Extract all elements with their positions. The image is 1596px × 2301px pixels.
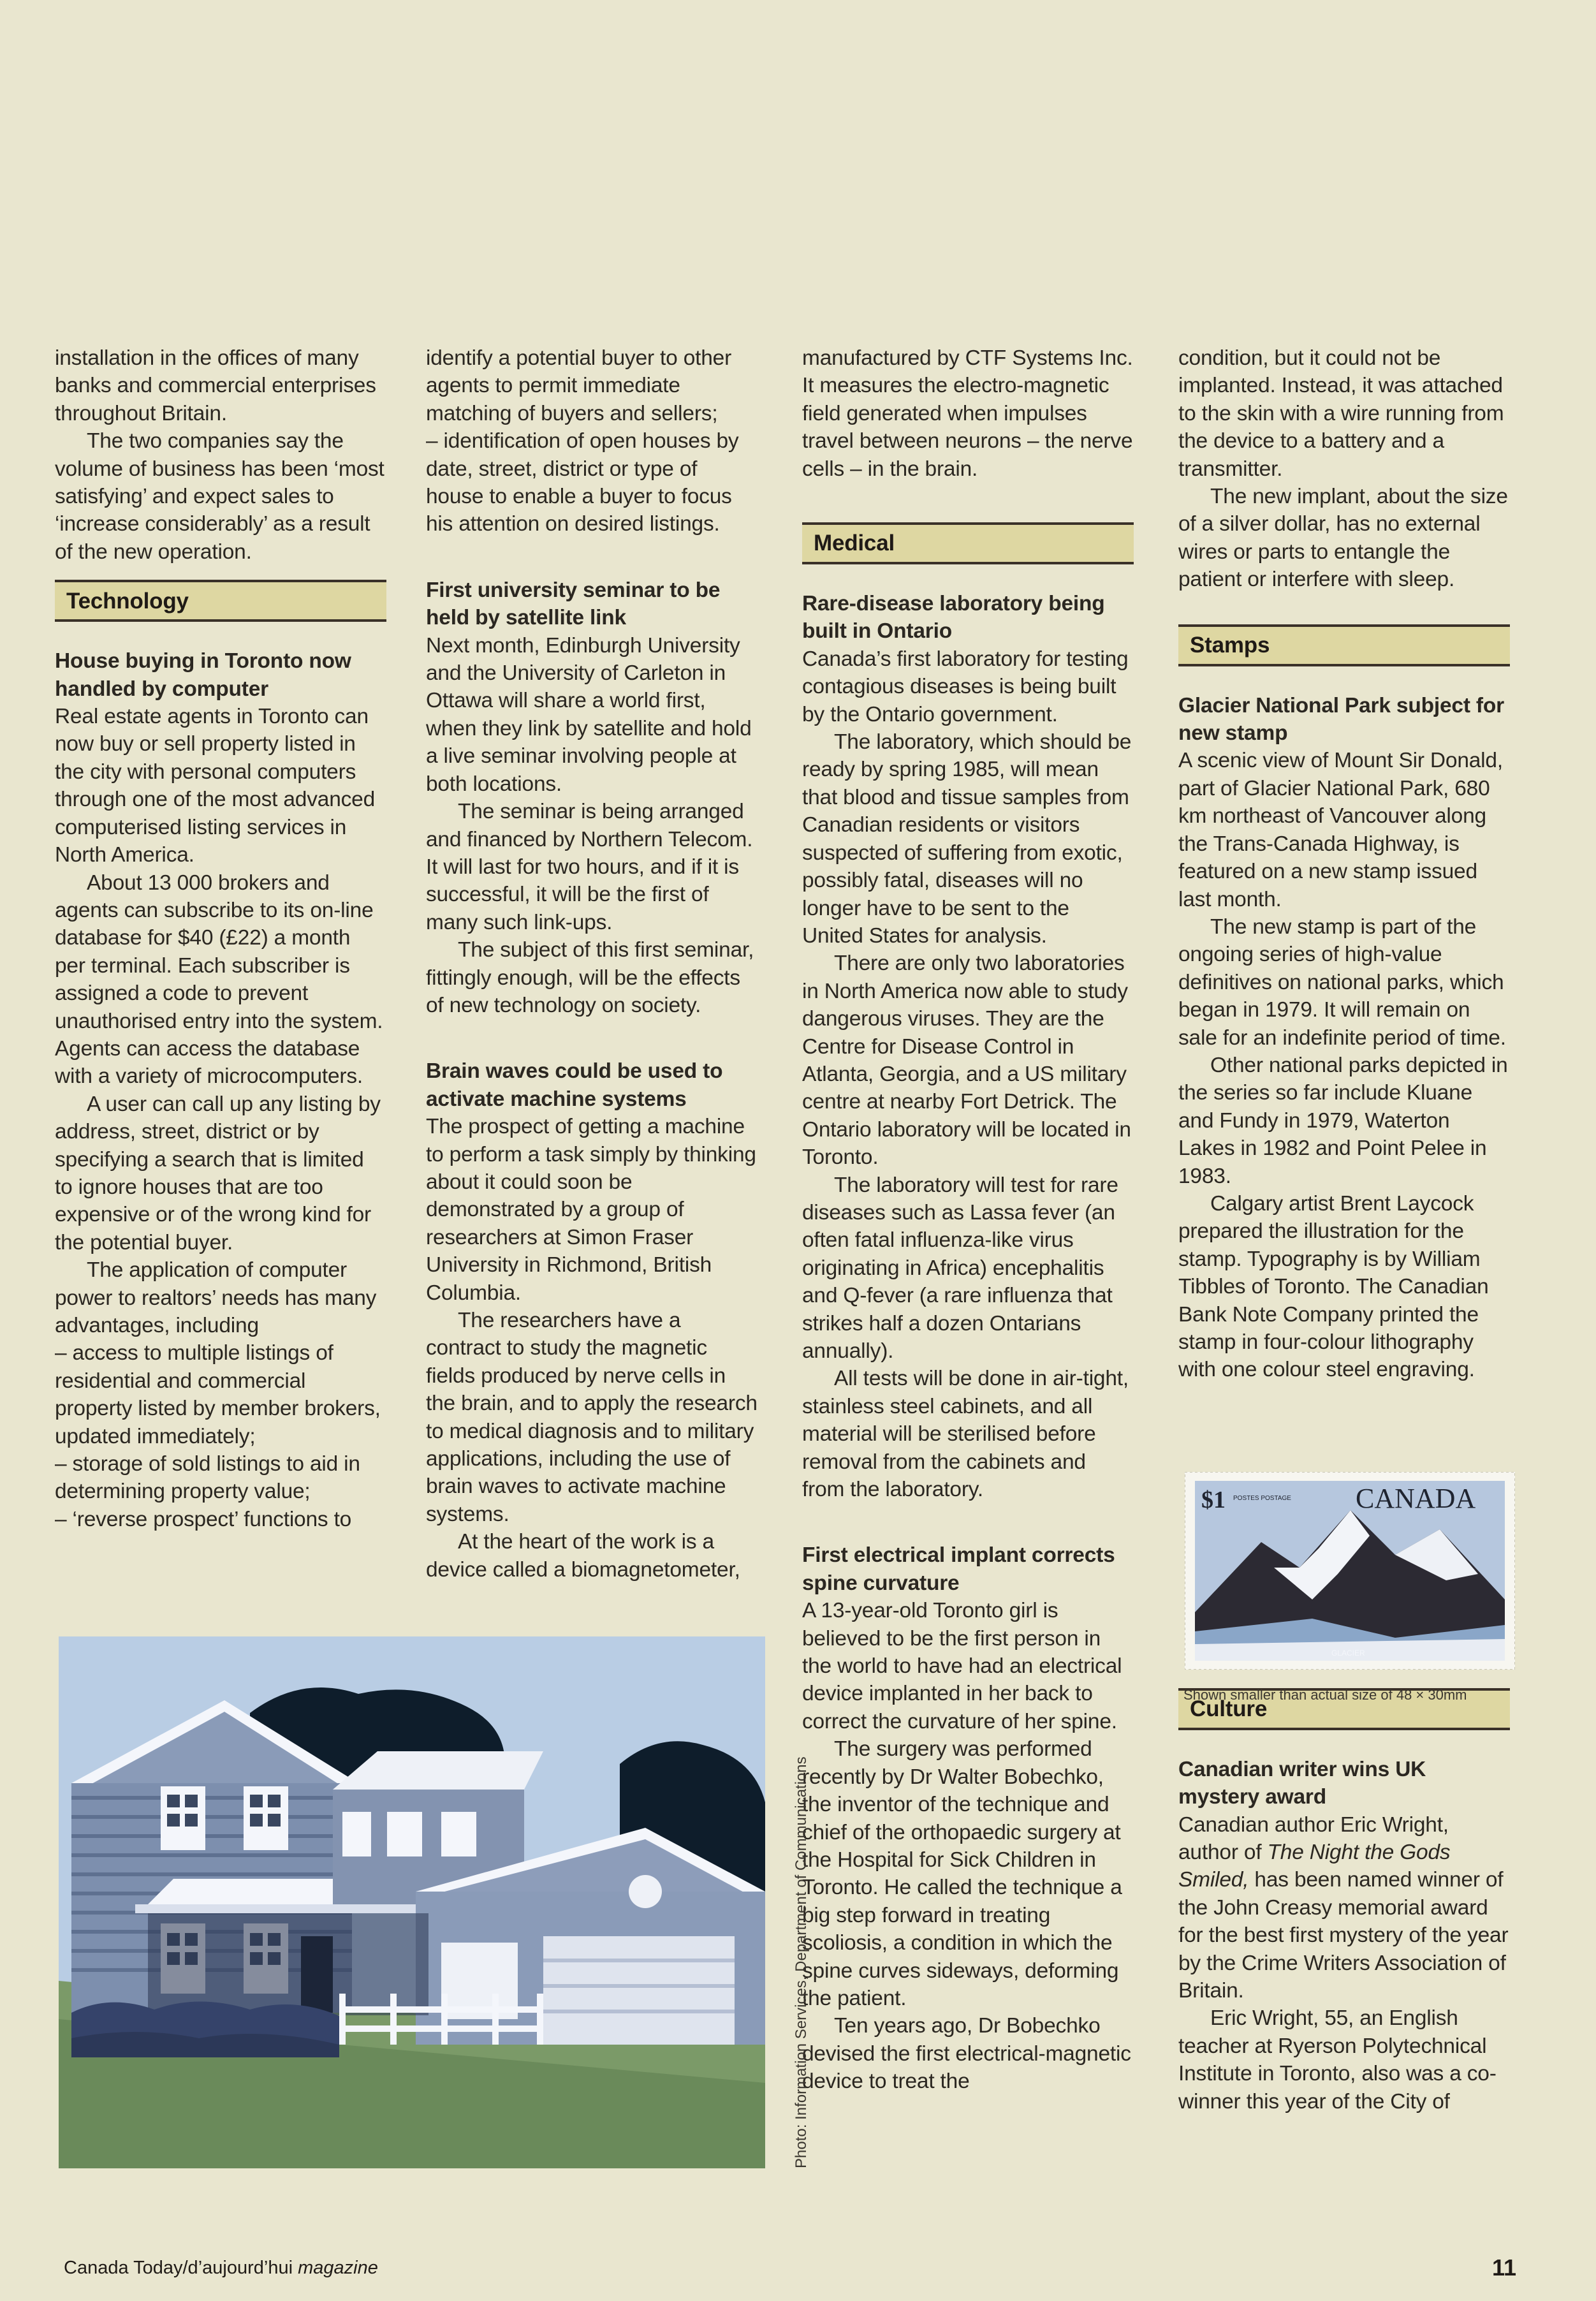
column-2 — [426, 344, 758, 1584]
section-label: Culture — [1190, 1696, 1268, 1722]
paragraph: Ten years ago, Dr Bobechko devised the first electrical-magnetic device to treat the — [802, 2014, 1131, 2094]
article-headline: Brain waves could be used to activate machine systems — [426, 1059, 723, 1111]
stamp-denomination: $1 — [1201, 1487, 1226, 1513]
section-header-stamps — [1178, 624, 1510, 666]
list-item: – storage of sold listings to aid in determining property value; — [55, 1452, 360, 1504]
paragraph: About 13 000 brokers and agents can subscribe to its on-line database for $40 (£22) a month per terminal. Each subscriber is assigned a code to prevent unauthorised entry into the system. Agents can access the database with a variety of microcomputers. — [55, 871, 383, 1089]
section-header-medical — [802, 522, 1134, 564]
stamp-caption: Shown smaller than actual size of 48 × 30mm — [1183, 1687, 1467, 1703]
glacier-park-stamp-image — [1185, 1472, 1515, 1670]
paragraph: The laboratory, which should be ready by spring 1985, will mean that blood and tissue samples from Canadian residents or visitors suspected of suffering from exotic, possibly fatal, diseases will no longer have to be sent to the United States for analysis. — [802, 730, 1132, 948]
paragraph: The application of computer power to realtors’ needs has many advantages, including — [55, 1258, 377, 1337]
column-3 — [802, 344, 1134, 2096]
paragraph: The prospect of getting a machine to perform a task simply by thinking about it could soon be demonstrated by a group of researchers at Simon Fraser University in Richmond, British Columbia. — [426, 1115, 756, 1305]
paragraph: identify a potential buyer to other agents to permit immediate matching of buyers and sellers; — [426, 346, 732, 425]
paragraph: manufactured by CTF Systems Inc. It measures the electro-magnetic field generated when impulses travel between neurons – the nerve cells – in the brain. — [802, 346, 1133, 481]
photo-credit: Photo: Information Services, Department of Communications — [793, 1756, 810, 2168]
paragraph: At the heart of the work is a device called a biomagnetometer, — [426, 1530, 740, 1582]
page-number: 11 — [1492, 2254, 1517, 2281]
stamp-postage-label: POSTES POSTAGE — [1233, 1495, 1291, 1502]
computer-graphic-house-image — [59, 1636, 765, 2168]
article-headline: Canadian writer wins UK mystery award — [1178, 1757, 1426, 1809]
paragraph: All tests will be done in air-tight, stainless steel cabinets, and all material will be sterilised before removal from the cabinets and from the laboratory. — [802, 1367, 1129, 1502]
book-title: The Night the Gods Smiled, — [1178, 1841, 1451, 1892]
paragraph: A 13-year-old Toronto girl is believed to be the first person in the world to have had an electrical device implanted in her back to correct the curvature of her spine. — [802, 1599, 1122, 1733]
article-headline: House buying in Toronto now handled by computer — [55, 649, 351, 701]
column-1 — [55, 344, 386, 1533]
paragraph: The new stamp is part of the ongoing series of high-value definitives on national parks, which began in 1979. It will remain on sale for an indefinite period of time. — [1178, 915, 1506, 1050]
article-headline: Glacier National Park subject for new stamp — [1178, 693, 1504, 746]
paragraph: Canadian author Eric Wright, author of The Night the Gods Smiled, has been named winner of the John Creasy memorial award for the best first mystery of the year by the Crime Writers Association of Britain. — [1178, 1812, 1509, 2003]
section-label: Medical — [814, 531, 895, 556]
list-item: – ‘reverse prospect’ functions to — [55, 1507, 352, 1531]
section-header-technology — [55, 580, 386, 622]
paragraph: Eric Wright, 55, an English teacher at Ryerson Polytechnical Institute in Toronto, also was a co-winner this year of the City of — [1178, 2006, 1497, 2114]
paragraph: The seminar is being arranged and financed by Northern Telecom. It will last for two hours, and if it is successful, it will be the first of many such link-ups. — [426, 800, 753, 934]
paragraph: A user can call up any listing by address, street, district or by specifying a search that is limited to ignore houses that are too expensive or of the wrong kind for the potential buyer. — [55, 1092, 381, 1254]
section-label: Technology — [66, 588, 189, 614]
article-headline: First electrical implant corrects spine curvature — [802, 1543, 1115, 1595]
paragraph: Real estate agents in Toronto can now buy or sell property listed in the city with personal computers through one of the most advanced computerised listing services in North America. — [55, 705, 376, 867]
section-label: Stamps — [1190, 632, 1270, 658]
paragraph: The new implant, about the size of a silver dollar, has no external wires or parts to entangle the patient or interfere with sleep. — [1178, 485, 1508, 592]
paragraph: Canada’s first laboratory for testing contagious diseases is being built by the Ontario government. — [802, 647, 1129, 726]
list-item: – access to multiple listings of residential and commercial property listed by member brokers, updated immediately; — [55, 1341, 381, 1448]
paragraph: A scenic view of Mount Sir Donald, part of Glacier National Park, 680 km northeast of Vancouver along the Trans-Canada Highway, is featured on a new stamp issued last month. — [1178, 749, 1503, 911]
paragraph: The laboratory will test for rare diseases such as Lassa fever (an often fatal influenza-like virus originating in Africa) encephalitis and Q-fever (a rare influenza that strikes half a dozen Ontarians annually). — [802, 1173, 1118, 1363]
stamp-country: CANADA — [1356, 1483, 1476, 1514]
magazine-footer: Canada Today/d’aujourd’hui magazine — [64, 2258, 378, 2278]
paragraph: Next month, Edinburgh University and the University of Carleton in Ottawa will share a world first, when they link by satellite and hold a live seminar involving people at both locations. — [426, 633, 752, 796]
paragraph: The subject of this first seminar, fittingly enough, will be the effects of new technology on society. — [426, 938, 754, 1017]
paragraph: The surgery was performed recently by Dr Walter Bobechko, the inventor of the technique and chief of the orthopaedic surgery at the Hospital for Sick Children in Toronto. He called the technique a big step forward in treating scoliosis, a condition in which the spine curves sideways, deforming the patient. — [802, 1737, 1122, 2010]
paragraph: The two companies say the volume of business has been ‘most satisfying’ and expect sales to ‘increase considerably’ as a result of the new operation. — [55, 429, 384, 564]
paragraph: The researchers have a contract to study the magnetic fields produced by nerve cells in the brain, and to apply the research to medical diagnosis and to military applications, including the use of brain waves to activate machine systems. — [426, 1309, 758, 1526]
paragraph: condition, but it could not be implanted. Instead, it was attached to the skin with a wire running from the device to a battery and a transmitter. — [1178, 346, 1504, 481]
article-headline: First university seminar to be held by satellite link — [426, 578, 721, 630]
column-4 — [1178, 344, 1510, 2115]
paragraph: There are only two laboratories in North America now able to study dangerous viruses. They are the Centre for Disease Control in Atlanta, Georgia, and a US military centre at nearby Fort Detrick. The Ontario laboratory will be located in Toronto. — [802, 952, 1131, 1170]
paragraph: installation in the offices of many banks and commercial enterprises throughout Britain. — [55, 346, 376, 425]
paragraph: Calgary artist Brent Laycock prepared the illustration for the stamp. Typography is by William Tibbles of Toronto. The Canadian Bank Note Company printed the stamp in four-colour lithography with one colour steel engraving. — [1178, 1191, 1489, 1382]
paragraph: Other national parks depicted in the series so far include Kluane and Fundy in 1979, Waterton Lakes in 1982 and Point Pelee in 1983. — [1178, 1053, 1508, 1188]
article-headline: Rare-disease laboratory being built in Ontario — [802, 592, 1105, 643]
list-item: – identification of open houses by date, street, district or type of house to enable a buyer to focus his attention on desired listings. — [426, 429, 739, 536]
stamp-park-name: GLACIER — [1331, 1649, 1365, 1658]
